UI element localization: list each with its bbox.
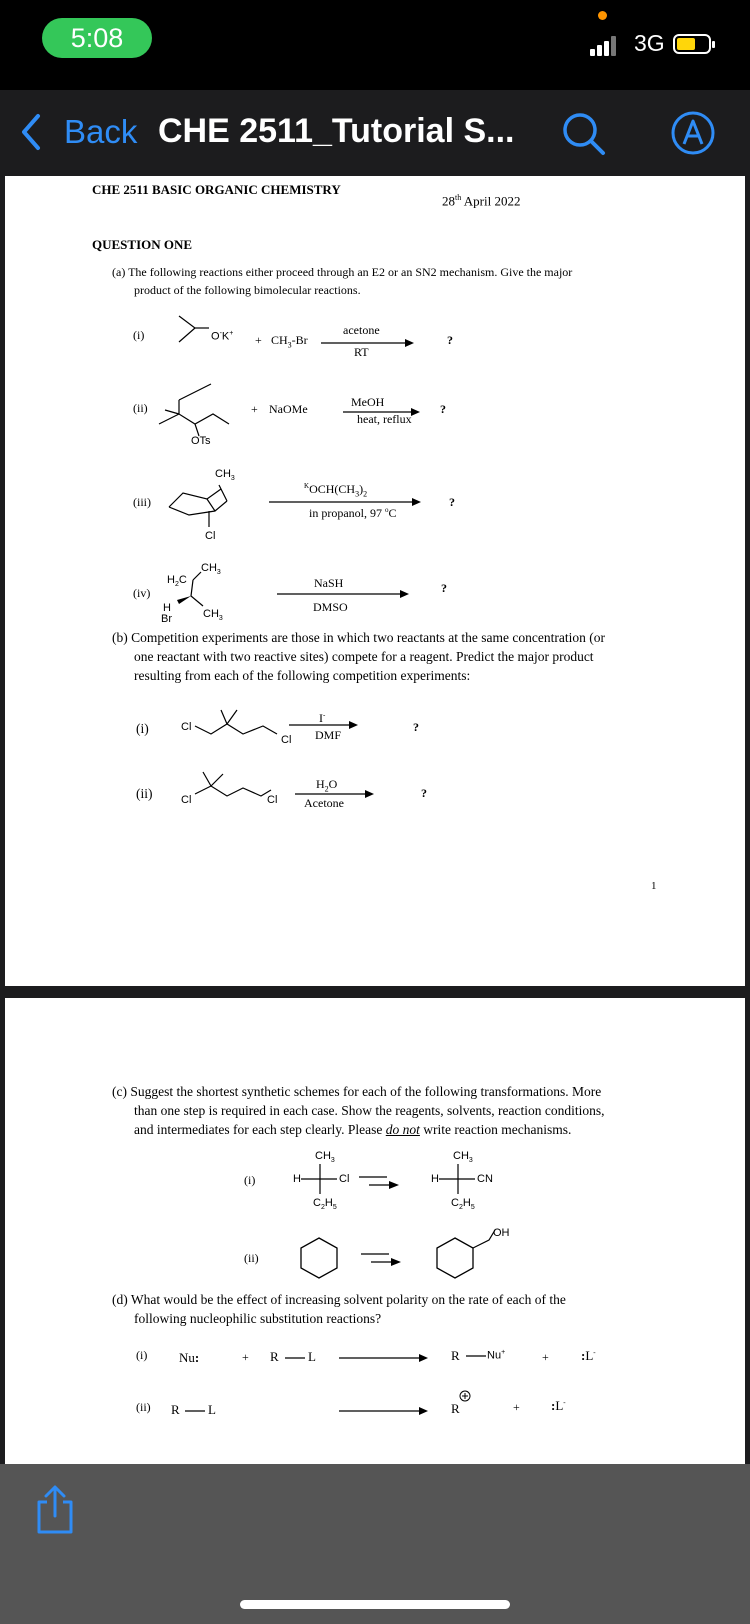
- label-b-ii: (ii): [136, 786, 153, 801]
- plus-sign: +: [255, 333, 262, 347]
- methyl-label: $CH_3$: [315, 1150, 335, 1165]
- search-icon[interactable]: [560, 110, 608, 158]
- home-indicator[interactable]: [240, 1600, 510, 1609]
- label-a-i: (i): [133, 328, 145, 342]
- substrate-r: R: [270, 1349, 279, 1364]
- condition-above: $^KOCH(CH_3)_2$: [304, 482, 368, 499]
- bromo-label: Br: [161, 613, 172, 625]
- condition-above: acetone: [343, 323, 380, 337]
- question-c-text: (c) Suggest the shortest synthetic schemes for each of the following transformations. More: [112, 1084, 602, 1099]
- label-b-i: (i): [136, 721, 149, 736]
- back-label: Back: [64, 113, 138, 150]
- share-icon[interactable]: [34, 1484, 76, 1536]
- course-title: CHE 2511 BASIC ORGANIC CHEMISTRY: [92, 182, 341, 197]
- plus-sign: +: [242, 1350, 249, 1364]
- ethyl-label: $C_2H_5$: [451, 1197, 475, 1212]
- plus-sign: +: [542, 1350, 549, 1364]
- dichloride-structure: [191, 768, 273, 808]
- substrate-r: R: [171, 1402, 180, 1417]
- cyclohexane-chair-structure: [165, 481, 235, 531]
- label-d-i: (i): [136, 1348, 148, 1362]
- product-unknown: ?: [413, 720, 419, 734]
- condition-below: RT: [354, 345, 369, 359]
- dichloride-structure: [193, 704, 283, 744]
- hydroxyl-label: OH: [493, 1227, 510, 1239]
- methylene-label: $H_2C$: [167, 574, 187, 589]
- chloro-label: Cl: [281, 734, 292, 746]
- question-d-text-2: following nucleophilic substitution reactions?: [134, 1311, 382, 1326]
- multistep-arrow: [359, 1173, 403, 1189]
- sodium-methoxide: NaOMe: [269, 402, 308, 416]
- label-a-iv: (iv): [133, 586, 151, 600]
- plus-sign: +: [251, 402, 258, 416]
- methyl-bromide: $CH_3-Br$: [271, 333, 308, 350]
- methyl-label: $CH_3$: [201, 562, 221, 577]
- label-a-ii: (ii): [133, 401, 148, 415]
- question-c-text-2: than one step is required in each case. Show the reagents, solvents, reaction conditions,: [134, 1103, 605, 1118]
- bond-line: [185, 1409, 207, 1413]
- bond-line: [285, 1356, 307, 1360]
- bottom-toolbar: [0, 1464, 750, 1624]
- product-unknown: ?: [421, 786, 427, 800]
- product-unknown: ?: [447, 333, 453, 347]
- okplus-label: O-K+: [211, 330, 234, 343]
- condition-below: DMSO: [313, 600, 348, 614]
- question-b-text: (b) Competition experiments are those in which two reactants at the same concentration (or: [112, 630, 605, 645]
- condition-below: heat, reflux: [357, 412, 412, 426]
- ethyl-label: $C_2H_5$: [313, 1197, 337, 1212]
- question-d-text: (d) What would be the effect of increasing solvent polarity on the rate of each of the: [112, 1292, 566, 1307]
- multistep-arrow: [361, 1250, 405, 1266]
- hydrogen-label: H: [293, 1173, 301, 1185]
- product-nu: Nu+: [487, 1349, 506, 1362]
- page-number: 1: [651, 880, 657, 892]
- substrate-l: L: [208, 1402, 216, 1417]
- nav-bar: [0, 90, 750, 176]
- positive-charge-icon: [459, 1390, 471, 1402]
- bond-line: [466, 1354, 488, 1358]
- question-heading: QUESTION ONE: [92, 237, 193, 252]
- document-title: CHE 2511_Tutorial S...: [158, 112, 515, 150]
- reaction-arrow: [339, 1406, 431, 1416]
- product-r: R: [451, 1348, 460, 1363]
- cyclohexylmethanol-structure: [435, 1222, 501, 1278]
- methyl-label: $CH_3$: [215, 468, 235, 483]
- condition-above: $H_2O$: [316, 777, 338, 794]
- hydrogen-label: H: [163, 602, 171, 614]
- chloro-label: Cl: [267, 794, 278, 806]
- pdf-page-2[interactable]: [5, 998, 745, 1464]
- question-b-text-3: resulting from each of the following competition experiments:: [134, 668, 471, 683]
- chloro-label: Cl: [205, 530, 216, 542]
- condition-below: in propanol, 97 $^o$C: [309, 506, 397, 520]
- cyclohexane-structure: [299, 1236, 339, 1278]
- chevron-left-icon: [18, 112, 46, 152]
- chloro-label: Cl: [181, 794, 192, 806]
- question-a-text-2: product of the following bimolecular reactions.: [134, 283, 361, 297]
- label-c-ii: (ii): [244, 1251, 259, 1265]
- condition-above: NaSH: [314, 576, 344, 590]
- carbocation: R: [451, 1401, 460, 1416]
- label-d-ii: (ii): [136, 1400, 151, 1414]
- condition-below: Acetone: [304, 796, 344, 810]
- methyl-label: $CH_3$: [203, 608, 223, 623]
- leaving-group: :L-: [581, 1348, 596, 1363]
- hydrogen-label: H: [431, 1173, 439, 1185]
- leaving-group: :L-: [551, 1398, 566, 1413]
- markup-icon[interactable]: [670, 110, 716, 156]
- label-c-i: (i): [244, 1173, 256, 1187]
- methyl-label: $CH_3$: [453, 1150, 473, 1165]
- product-unknown: ?: [449, 495, 455, 509]
- pdf-page-1[interactable]: [5, 176, 745, 986]
- nucleophile: Nu:: [179, 1350, 200, 1365]
- plus-sign: +: [513, 1400, 520, 1414]
- status-bar: [0, 0, 750, 90]
- document-date: 28th April 2022: [442, 193, 521, 209]
- network-type: 3G: [634, 30, 665, 56]
- tosylate-group: OTs: [191, 435, 211, 447]
- question-b-text-2: one reactant with two reactive sites) compete for a reagent. Predict the major product: [134, 649, 594, 664]
- product-unknown: ?: [441, 581, 447, 595]
- back-button[interactable]: [18, 112, 137, 152]
- chloro-label: Cl: [181, 721, 192, 733]
- reaction-arrow: [277, 589, 412, 599]
- condition-below: DMF: [315, 728, 342, 742]
- privacy-indicator-dot: [598, 11, 607, 20]
- reaction-arrow: [339, 1353, 431, 1363]
- condition-above: MeOH: [351, 395, 385, 409]
- question-a-text: (a) The following reactions either proceed through an E2 or an SN2 mechanism. Give the major: [112, 265, 573, 279]
- tosylate-structure: [155, 380, 245, 440]
- cyano-label: CN: [477, 1173, 493, 1185]
- question-c-text-3: and intermediates for each step clearly. Please do not write reaction mechanisms.: [134, 1122, 572, 1137]
- status-time: 5:08: [42, 18, 152, 58]
- product-unknown: ?: [440, 402, 446, 416]
- label-a-iii: (iii): [133, 495, 151, 509]
- substrate-l: L: [308, 1349, 316, 1364]
- condition-above: I-: [319, 711, 326, 725]
- chloro-label: Cl: [339, 1173, 350, 1185]
- battery-icon: [673, 34, 711, 54]
